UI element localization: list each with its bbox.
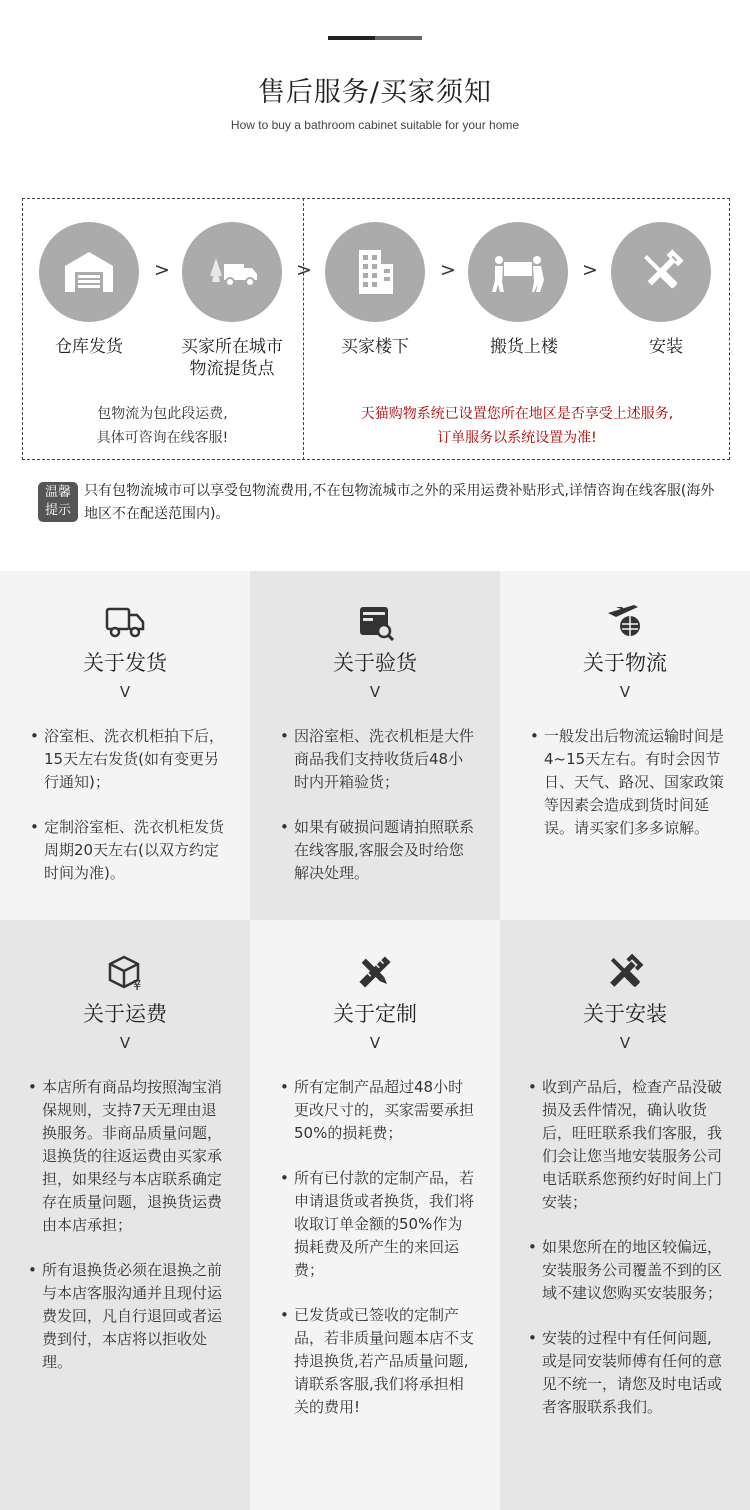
plane-globe-icon xyxy=(600,599,650,639)
step-label-install: 安装 xyxy=(649,337,683,357)
step-label-pickup: 买家所在城市 物流提货点 xyxy=(181,337,283,379)
svg-text:¥: ¥ xyxy=(133,979,142,992)
building-icon xyxy=(345,242,405,302)
step-warehouse-circle xyxy=(39,222,139,322)
page-subtitle: How to buy a bathroom cabinet suitable for your home xyxy=(230,118,520,132)
flow-arrow-4: > xyxy=(582,259,598,281)
card-freight xyxy=(0,920,250,1510)
box-yen-icon xyxy=(100,952,150,992)
chevron-down-icon: V xyxy=(619,683,631,701)
truck-outline-icon xyxy=(100,601,150,641)
inspect-box-icon xyxy=(350,601,400,641)
tools-icon xyxy=(631,242,691,302)
warehouse-icon xyxy=(59,242,119,302)
list-item: • 如果您所在的地区较偏远，安装服务公司覆盖不到的区域不建议您购买安装服务； xyxy=(528,1236,724,1305)
step-install-circle xyxy=(611,222,711,322)
list-item: • 如果有破损问题请拍照联系在线客服,客服会及时给您解决处理。 xyxy=(280,816,476,885)
list-item: • 定制浴室柜、洗衣机柜发货周期20天左右(以双方约定时间为准)。 xyxy=(30,816,226,885)
list-item: • 所有退换货必须在退换之前与本店客服沟通并且现付运费发回，凡自行退回或者运费到付，本店将以拒收处理。 xyxy=(28,1259,226,1374)
card-list xyxy=(528,1076,724,1441)
card-inspection xyxy=(250,571,500,920)
decor-bar-dark xyxy=(328,36,375,40)
flow-arrow-1: > xyxy=(154,259,170,281)
carry-furniture-icon xyxy=(488,242,548,302)
list-item: • 已发货或已签收的定制产品，若非质量问题本店不支持退换货,若产品质量问题,请联系客服,我们将承担相关的费用! xyxy=(280,1304,476,1419)
page-title: 售后服务/买家须知 xyxy=(257,77,493,108)
chevron-down-icon: V xyxy=(369,1034,381,1052)
list-item: • 所有定制产品超过48小时更改尺寸的，买家需要承担50%的损耗费； xyxy=(280,1076,476,1145)
list-item: • 所有已付款的定制产品，若申请退货或者换货，我们将收取订单金额的50%作为损耗费及所产生的来回运费； xyxy=(280,1167,476,1282)
card-list xyxy=(30,725,226,907)
tip-text: 只有包物流城市可以享受包物流费用,不在包物流城市之外的采用运费补贴形式,详情咨询在线客服(海外地区不在配送范围内)。 xyxy=(84,483,715,522)
list-item: • 收到产品后，检查产品没破损及丢件情况，确认收货后，旺旺联系我们客服，我们会让您当地安装服务公司电话联系您预约好时间上门安装； xyxy=(528,1076,724,1214)
truck-icon xyxy=(202,242,262,302)
system-note: 天猫购物系统已设置您所在地区是否享受上述服务, 订单服务以系统设置为准! xyxy=(360,406,674,446)
chevron-down-icon: V xyxy=(619,1034,631,1052)
chevron-down-icon: V xyxy=(119,683,131,701)
step-label-warehouse: 仓库发货 xyxy=(55,337,123,357)
step-carry-circle xyxy=(468,222,568,322)
list-item: • 因浴室柜、洗衣机柜是大件商品我们支持收货后48小时内开箱验货； xyxy=(280,725,476,794)
card-list xyxy=(280,725,476,907)
step-label-downstairs: 买家楼下 xyxy=(341,337,409,357)
flow-arrow-2: > xyxy=(296,259,312,281)
card-title: 关于物流 xyxy=(583,651,667,675)
step-building-circle xyxy=(325,222,425,322)
chevron-down-icon: V xyxy=(119,1034,131,1052)
card-shipping xyxy=(0,571,250,920)
list-item: • 浴室柜、洗衣机柜拍下后，15天左右发货(如有变更另行通知)； xyxy=(30,725,226,794)
tip-badge: 温馨 提示 xyxy=(38,482,78,522)
card-list xyxy=(28,1076,226,1396)
flow-arrow-3: > xyxy=(440,259,456,281)
step-truck-circle xyxy=(182,222,282,322)
card-list xyxy=(530,725,724,862)
pencil-ruler-icon xyxy=(350,952,400,992)
card-list xyxy=(280,1076,476,1441)
list-item: • 安装的过程中有任何问题,或是同安装师傅有任何的意见不统一，请您及时电话或者客服联系我们。 xyxy=(528,1327,724,1419)
step-label-carry-up: 搬货上楼 xyxy=(490,337,558,357)
card-title: 关于安装 xyxy=(583,1002,667,1026)
list-item: • 一般发出后物流运输时间是4~15天左右。有时会因节日、天气、路况、国家政策等因素会造成到货时间延误。请买家们多多谅解。 xyxy=(530,725,724,840)
card-title: 关于发货 xyxy=(83,651,167,675)
shipping-note: 包物流为包此段运费, 具体可咨询在线客服! xyxy=(96,406,229,446)
card-title: 关于验货 xyxy=(333,651,417,675)
chevron-down-icon: V xyxy=(369,683,381,701)
wrench-screwdriver-icon xyxy=(600,952,650,992)
title-decor-bar xyxy=(328,36,422,40)
card-title: 关于运费 xyxy=(83,1002,167,1026)
list-item: • 本店所有商品均按照淘宝消保规则，支持7天无理由退换服务。非商品质量问题，退换货的往返运费由买家承担，如果经与本店联系确定存在质量问题，退换货运费由本店承担； xyxy=(28,1076,226,1237)
card-title: 关于定制 xyxy=(333,1002,417,1026)
decor-bar-light xyxy=(375,36,422,40)
card-logistics xyxy=(500,571,750,920)
card-installation xyxy=(500,920,750,1510)
card-custom xyxy=(250,920,500,1510)
